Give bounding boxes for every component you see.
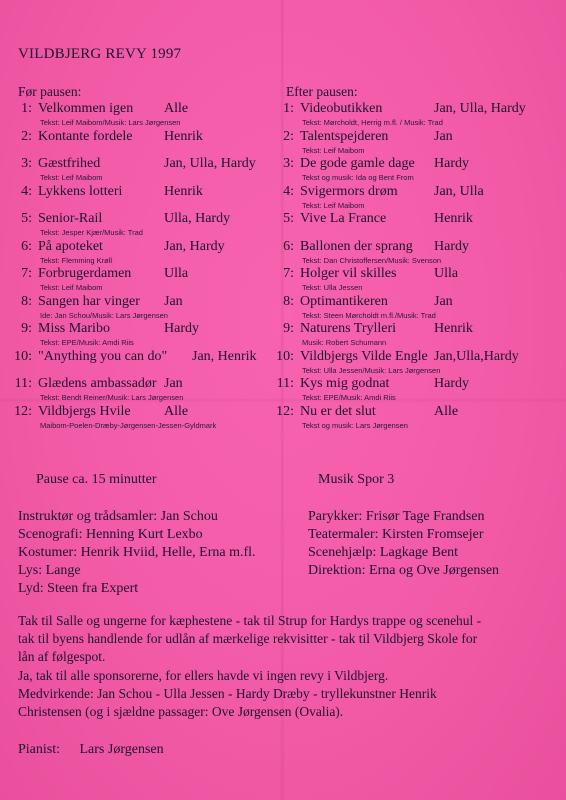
item-title: Kys mig godnat — [300, 376, 390, 391]
pause-note: Pause ca. 15 minutter — [36, 472, 157, 487]
thanks-line: lån af følgespot. — [18, 649, 106, 665]
before-item — [4, 101, 274, 127]
before-item — [4, 376, 274, 402]
item-title: Forbrugerdamen — [38, 266, 132, 281]
item-cast: Hardy — [434, 238, 469, 254]
item-credit: Musik: Robert Schumann — [302, 338, 387, 347]
after-item — [266, 349, 536, 375]
item-number: 2: — [21, 128, 32, 144]
item-number: 3: — [21, 156, 32, 171]
item-title: De gode gamle dage — [300, 156, 415, 171]
item-number: 10: — [14, 348, 32, 364]
before-item — [4, 321, 274, 347]
item-credit: Tekst: Mørcholdt, Herrig m.fl. / Musik: Trad — [302, 118, 443, 127]
item-title: Glædens ambassadør — [38, 376, 157, 391]
item-credit: Tekst: Ulla Jessen — [302, 283, 363, 292]
item-credit: Tekst: Jesper Kjær/Musik: Trad — [40, 228, 143, 237]
item-title: "Anything you can do" — [38, 348, 168, 364]
before-item — [4, 239, 274, 265]
thanks-paragraph — [18, 612, 558, 721]
after-item — [266, 404, 536, 430]
after-item — [266, 101, 536, 127]
item-credit: Tekst: Leif Maibom — [302, 145, 365, 155]
after-heading: Efter pausen: — [286, 84, 358, 99]
item-credit: Tekst og musik: Ida og Bent From — [302, 173, 414, 182]
item-cast: Alle — [164, 101, 189, 116]
item-title: Optimantikeren — [300, 293, 388, 309]
staff-line: Teatermaler: Kirsten Fromsejer — [308, 527, 484, 542]
item-number: 1: — [21, 101, 32, 116]
item-title: Lykkens lotteri — [38, 183, 123, 199]
pianist-name: Lars Jørgensen — [79, 742, 164, 757]
item-title: Kontante fordele — [38, 128, 133, 144]
before-item — [4, 349, 274, 375]
thanks-line: Tak til Salle og ungerne for kæphestene - tak til Strup for Hardys trappe og scenehul - — [18, 613, 482, 628]
item-number: 4: — [21, 183, 32, 199]
item-number: 9: — [21, 321, 32, 336]
item-title: Talentspejderen — [300, 128, 389, 144]
before-item — [4, 129, 274, 155]
item-number: 6: — [21, 238, 32, 254]
thanks-line: Ja, tak til alle sponsorerne, for ellers havde vi ingen revy i Vildbjerg. — [18, 667, 389, 683]
after-item — [266, 376, 536, 402]
item-title: Sangen har vinger — [38, 293, 140, 309]
item-number: 11: — [276, 376, 294, 391]
item-cast: Jan — [434, 293, 453, 309]
after-item — [266, 266, 536, 292]
staff-line: Lys: Lange — [18, 563, 81, 578]
item-number: 1: — [283, 101, 294, 116]
staff-line: Lyd: Steen fra Expert — [18, 581, 139, 596]
item-number: 4: — [283, 183, 294, 199]
thanks-line: Christensen (og i sjældne passager: Ove Jørgensen (Ovalia). — [18, 704, 344, 720]
item-cast: Henrik — [434, 211, 473, 226]
item-number: 12: — [14, 403, 32, 419]
item-title: Ballonen der sprang — [300, 238, 413, 254]
staff-line: Scenehjælp: Lagkage Bent — [308, 545, 459, 560]
item-title: Miss Maribo — [38, 321, 110, 336]
pianist-line — [18, 742, 164, 758]
after-item — [266, 184, 536, 210]
staff-line: Parykker: Frisør Tage Frandsen — [308, 509, 485, 524]
item-cast: Henrik — [434, 321, 473, 336]
item-credit: Tekst: Leif Maibom — [302, 200, 365, 210]
item-number: 5: — [283, 211, 294, 226]
after-item — [266, 211, 536, 237]
item-credit: Tekst: Flemming Krøll — [40, 255, 113, 265]
item-title: Velkommen igen — [38, 101, 134, 116]
thanks-line: Medvirkende: Jan Schou - Ulla Jessen - Hardy Dræby - tryllekunstner Henrik — [18, 685, 437, 701]
before-item — [4, 211, 274, 237]
item-credit: Tekst: Leif Maibom — [40, 283, 103, 292]
item-cast: Ulla — [434, 266, 459, 281]
item-number: 12: — [276, 403, 294, 419]
before-item — [4, 266, 274, 292]
item-credit: Tekst: EPE/Musik: Amdi Riis — [302, 393, 396, 402]
item-credit: Tekst: Leif Maibom — [40, 173, 103, 182]
item-cast: Henrik — [164, 128, 203, 144]
music-note: Musik Spor 3 — [318, 472, 395, 487]
item-title: Senior-Rail — [38, 211, 103, 226]
staff-right — [308, 508, 499, 580]
after-item — [266, 129, 536, 155]
item-cast: Ulla, Hardy — [164, 211, 231, 226]
item-number: 7: — [21, 266, 32, 281]
item-credit: Tekst: EPE/Musik: Amdi Riis — [40, 338, 134, 347]
pianist-label: Pianist: — [18, 742, 61, 757]
item-credit: Maibom-Poelen-Dræby-Jørgensen-Jessen-Gyldmark — [40, 420, 217, 430]
item-title: Vildbjergs Hvile — [38, 403, 131, 419]
staff-line: Kostumer: Henrik Hviid, Helle, Erna m.fl. — [18, 545, 256, 560]
item-cast: Jan,Ulla,Hardy — [434, 348, 519, 364]
item-title: Svigermors drøm — [300, 183, 398, 199]
item-title: Holger vil skilles — [300, 266, 397, 281]
item-cast: Jan — [434, 128, 453, 144]
staff-line: Instruktør og trådsamler: Jan Schou — [18, 509, 218, 524]
item-number: 2: — [283, 128, 294, 144]
item-credit: Tekst: Leif Maibom/Musik: Lars Jørgensen — [40, 118, 181, 127]
item-cast: Henrik — [164, 183, 203, 199]
item-cast: Hardy — [434, 376, 469, 391]
item-title: Videobutikken — [300, 101, 383, 116]
before-item — [4, 404, 274, 430]
item-cast: Hardy — [434, 156, 469, 171]
item-credit: Tekst og musik: Lars Jørgensen — [302, 420, 408, 430]
item-cast: Jan, Hardy — [164, 238, 225, 254]
item-cast: Jan, Henrik — [192, 348, 257, 364]
item-title: Nu er det slut — [300, 403, 376, 419]
page-title: VILDBJERG REVY 1997 — [18, 46, 182, 62]
item-credit: Tekst: Ulla Jessen/Musik: Lars Jørgensen — [302, 365, 441, 375]
item-credit: Tekst: Dan Christoffersen/Musik: Svenson — [302, 255, 442, 265]
item-title: Vive La France — [300, 211, 387, 226]
item-number: 9: — [283, 321, 294, 336]
item-number: 5: — [21, 211, 32, 226]
item-number: 8: — [283, 293, 294, 309]
before-item — [4, 156, 274, 182]
before-item — [4, 294, 274, 320]
thanks-line: tak til byens handlende for udlån af mærkelige rekvisitter - tak til Vildbjerg Skole for — [18, 631, 478, 647]
after-item — [266, 294, 536, 320]
item-cast: Jan — [164, 293, 183, 309]
item-number: 11: — [14, 376, 32, 391]
item-number: 10: — [276, 348, 294, 364]
item-credit: Ide: Jan Schou/Musik: Lars Jørgensen — [40, 310, 168, 320]
item-cast: Jan, Ulla — [434, 183, 484, 199]
item-title: Vildbjergs Vilde Engle — [300, 348, 428, 364]
staff-left — [18, 508, 256, 598]
item-cast: Alle — [164, 403, 189, 419]
item-title: På apoteket — [38, 238, 103, 254]
item-title: Naturens Trylleri — [300, 321, 397, 336]
item-cast: Jan, Ulla, Hardy — [434, 101, 526, 116]
item-number: 7: — [283, 266, 294, 281]
item-cast: Jan, Ulla, Hardy — [164, 156, 256, 171]
item-cast: Jan — [164, 376, 183, 391]
item-cast: Alle — [434, 403, 459, 419]
item-cast: Hardy — [164, 321, 199, 336]
item-number: 8: — [21, 293, 32, 309]
after-item — [266, 321, 536, 347]
staff-line: Direktion: Erna og Ove Jørgensen — [308, 563, 500, 578]
before-item — [4, 184, 274, 210]
before-heading: Før pausen: — [18, 84, 82, 99]
after-item — [266, 156, 536, 182]
item-credit: Tekst: Bendt Reiner/Musik: Lars Jørgensen — [40, 393, 184, 402]
item-number: 6: — [283, 238, 294, 254]
item-title: Gæstfrihed — [38, 156, 101, 171]
after-item — [266, 239, 536, 265]
staff-line: Scenografi: Henning Kurt Lexbo — [18, 527, 203, 542]
item-credit: Tekst: Steen Mørcholdt m.fl./Musik: Trad — [302, 310, 436, 320]
item-cast: Ulla — [164, 266, 189, 281]
item-number: 3: — [283, 156, 294, 171]
